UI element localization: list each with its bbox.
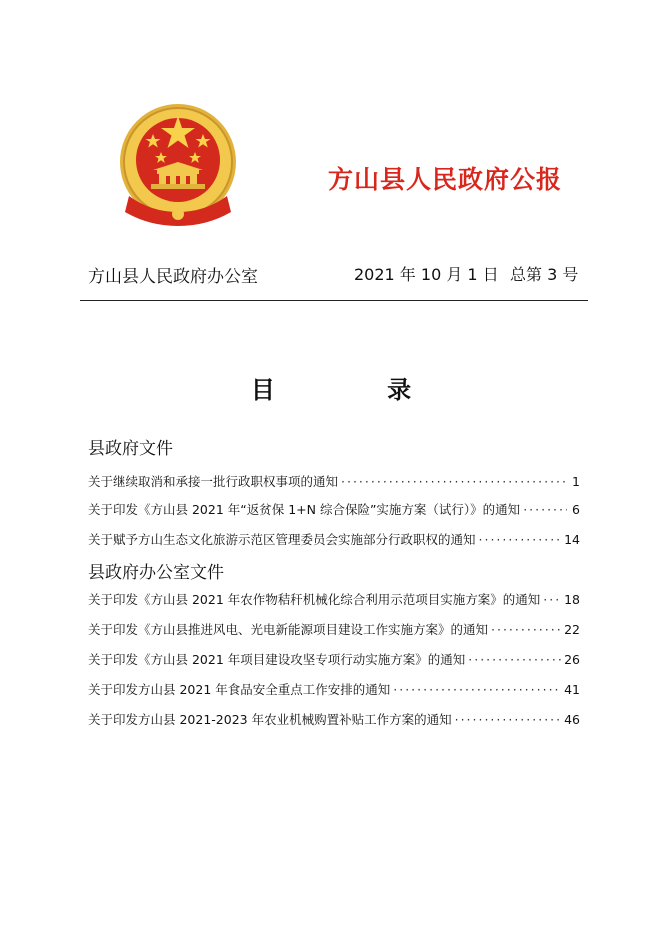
toc-item-title: 关于印发《方山县推进风电、光电新能源项目建设工作实施方案》的通知 (88, 622, 489, 637)
toc-item[interactable] (88, 622, 580, 638)
toc-leader-dots (393, 682, 561, 698)
toc-leader-dots (491, 622, 561, 638)
toc-leader-dots (341, 474, 567, 490)
toc-item-page: 46 (564, 712, 580, 727)
toc-item-page: 6 (572, 502, 580, 517)
toc-leader-dots (543, 592, 561, 608)
toc-item[interactable] (88, 682, 580, 698)
issuer-name: 方山县人民政府办公室 (88, 267, 258, 287)
toc-item-title: 关于印发《方山县 2021 年项目建设攻坚专项行动实施方案》的通知 (88, 652, 466, 667)
toc-item[interactable] (88, 652, 580, 668)
section-heading-county-government: 县政府文件 (88, 439, 173, 459)
toc-item-page: 41 (564, 682, 580, 697)
toc-title (0, 370, 662, 405)
toc-item-title: 关于印发《方山县 2021 年“返贫保 1+N 综合保险”实施方案（试行）》的通知 (88, 502, 521, 517)
toc-leader-dots (468, 652, 561, 668)
toc-item[interactable] (88, 502, 580, 518)
toc-item-page: 14 (564, 532, 580, 547)
toc-item-title: 关于赋予方山生态文化旅游示范区管理委员会实施部分行政职权的通知 (88, 532, 476, 547)
section-heading-county-office: 县政府办公室文件 (88, 563, 224, 583)
toc-item[interactable] (88, 532, 580, 548)
toc-item-page: 1 (572, 474, 580, 489)
toc-leader-dots (479, 532, 562, 548)
toc-title-char: 目 (250, 375, 275, 404)
toc-item-title: 关于印发《方山县 2021 年农作物秸秆机械化综合利用示范项目实施方案》的通知 (88, 592, 541, 607)
toc-item-title: 关于印发方山县 2021-2023 年农业机械购置补贴工作方案的通知 (88, 712, 452, 727)
national-emblem-icon (111, 100, 245, 234)
toc-item-page: 26 (564, 652, 580, 667)
toc-item[interactable] (88, 592, 580, 608)
toc-title-char: 录 (387, 375, 412, 404)
toc-item-page: 22 (564, 622, 580, 637)
publication-title: 方山县人民政府公报 (328, 165, 563, 194)
toc-item[interactable] (88, 712, 580, 728)
toc-leader-dots (455, 712, 562, 728)
toc-item-title: 关于继续取消和承接一批行政职权事项的通知 (88, 474, 339, 489)
toc-item[interactable] (88, 474, 580, 490)
toc-leader-dots (523, 502, 567, 518)
issue-date: 2021 年 10 月 1 日 (354, 265, 499, 284)
toc-item-page: 18 (564, 592, 580, 607)
issue-number: 总第 3 号 (510, 265, 579, 284)
toc-item-title: 关于印发方山县 2021 年食品安全重点工作安排的通知 (88, 682, 391, 697)
header-divider (80, 300, 588, 301)
